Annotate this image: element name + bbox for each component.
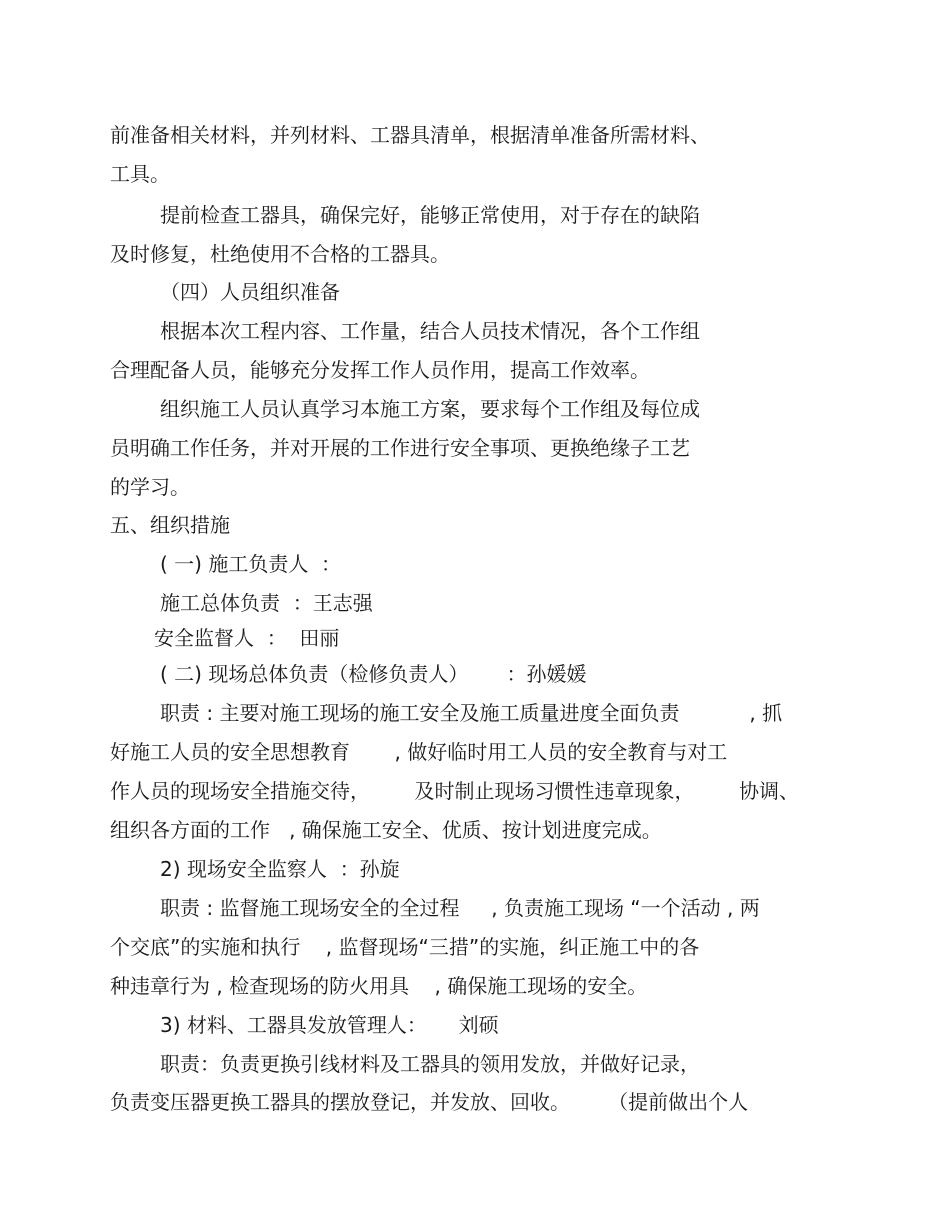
- text-line: 工具。: [110, 162, 170, 186]
- text-line: 2) 现场安全监察人 ：孙旋: [160, 857, 400, 881]
- text-line: 职责 : 主要对施工现场的施工安全及施工质量进度全面负责 , 抓: [160, 701, 783, 725]
- text-line: 员明确工作任务，并对开展的工作进行安全事项、更换绝缘子工艺: [110, 436, 690, 460]
- text-line: 个交底”的实施和执行 , 监督现场“三措”的实施，纠正施工中的各: [110, 935, 700, 959]
- text-line: 及时修复，杜绝使用不合格的工器具。: [110, 242, 450, 266]
- text-line: 好施工人员的安全思想教育 , 做好临时用工人员的安全教育与对工: [110, 740, 728, 764]
- text-line: 合理配备人员，能够充分发挥工作人员作用，提高工作效率。: [110, 358, 650, 382]
- text-line: 施工总体负责 ：王志强: [160, 591, 373, 615]
- text-line: 职责 : 监督施工现场安全的全过程 , 负责施工现场 “一个活动 , 两: [160, 896, 760, 920]
- text-line: ( 一) 施工负责人 ：: [160, 552, 342, 576]
- text-line: 安全监督人 ： 田丽: [154, 626, 340, 650]
- text-line: 组织施工人员认真学习本施工方案，要求每个工作组及每位成: [160, 397, 700, 421]
- text-line: 职责：负责更换引线材料及工器具的领用发放，并做好记录，: [160, 1052, 700, 1076]
- text-line: 负责变压器更换工器具的摆放登记，并发放、回收。 （提前做出个人: [110, 1090, 749, 1114]
- text-line: 根据本次工程内容、工作量，结合人员技术情况，各个工作组: [160, 319, 700, 343]
- text-line: 组织各方面的工作 , 确保施工安全、优质、按计划进度完成。: [110, 818, 662, 842]
- text-line: 3) 材料、工器具发放管理人： 刘硕: [160, 1013, 499, 1037]
- text-line: 前准备相关材料，并列材料、工器具清单，根据清单准备所需材料、: [110, 123, 710, 147]
- text-line: 提前检查工器具，确保完好，能够正常使用，对于存在的缺陷: [160, 203, 700, 227]
- text-line: 作人员的现场安全措施交待， 及时制止现场习惯性违章现象， 协调、: [110, 779, 800, 803]
- text-line: ( 二) 现场总体负责（检修负责人） ：孙媛媛: [160, 662, 587, 686]
- text-line: 种违章行为 , 检查现场的防火用具 , 确保施工现场的安全。: [110, 974, 648, 998]
- section-heading: 五、组织措施: [110, 513, 230, 537]
- section-heading: （四）人员组织准备: [160, 280, 340, 304]
- text-line: 的学习。: [110, 475, 190, 499]
